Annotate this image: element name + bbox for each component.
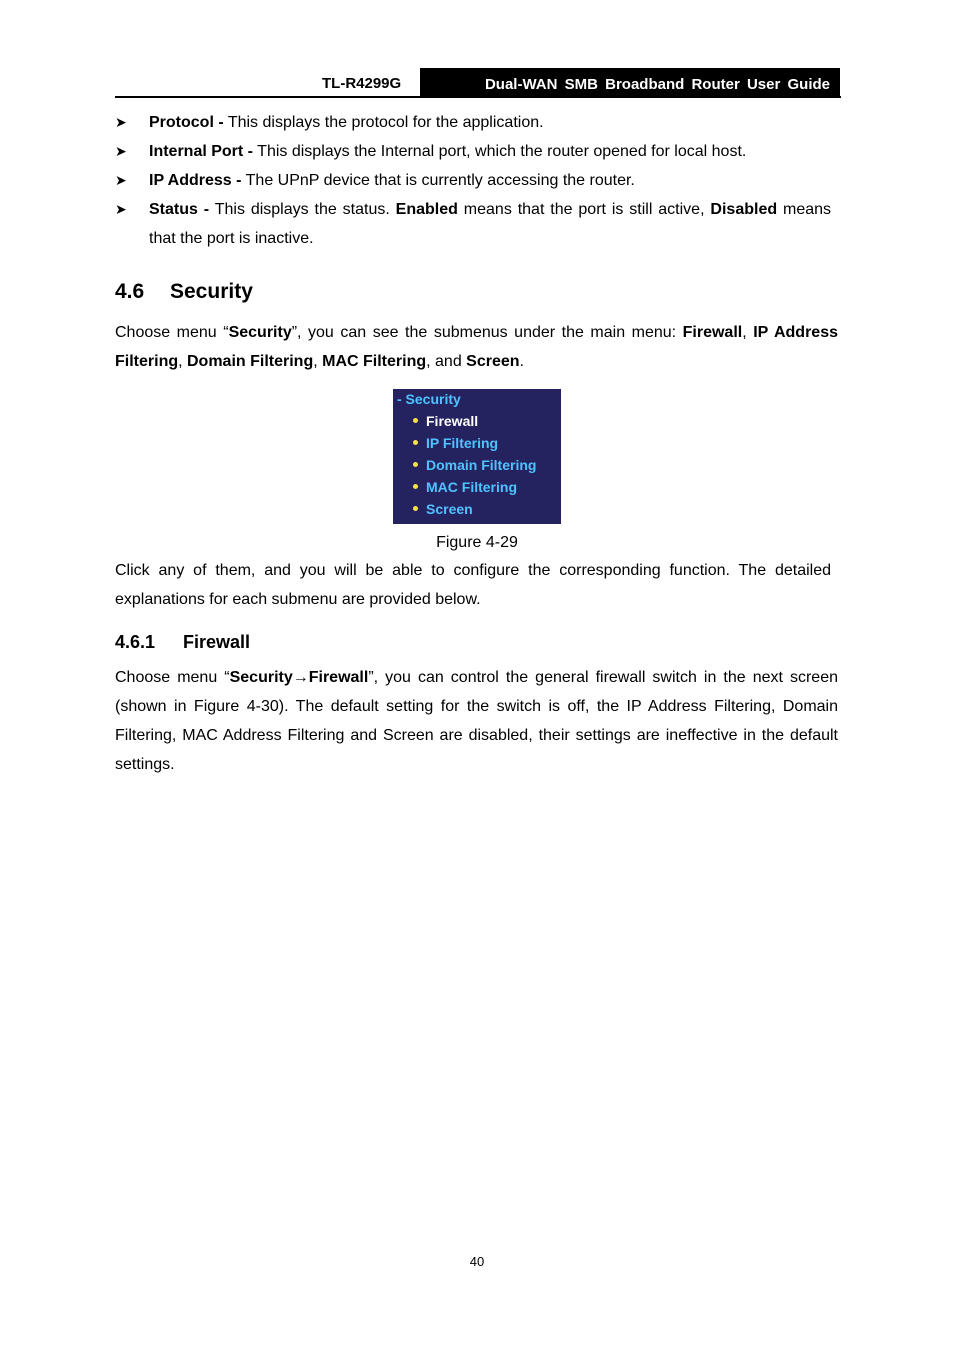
subsection-number: 4.6.1 xyxy=(115,632,156,652)
arrow-bullet-icon: ➤ xyxy=(115,114,127,130)
section-heading xyxy=(115,280,253,304)
arrow-bullet-icon: ➤ xyxy=(115,201,127,217)
subsection-heading xyxy=(115,632,250,653)
bullet-dot-icon xyxy=(413,462,418,467)
bullet-text: This displays the Internal port, which the router opened for local host. xyxy=(253,143,747,160)
arrow-bullet-icon: ➤ xyxy=(115,172,127,188)
menu-item-ip-filtering[interactable]: IP Filtering xyxy=(413,435,498,451)
bullet-ip-address xyxy=(115,166,835,195)
bullet-status xyxy=(115,195,831,253)
header-title: Dual-WAN SMB Broadband Router User Guide xyxy=(420,68,840,98)
bullet-internal-port xyxy=(115,137,835,166)
subsection-title: Firewall xyxy=(183,632,251,652)
bullet-term: Protocol - xyxy=(149,114,224,131)
arrow-bullet-icon: ➤ xyxy=(115,143,127,159)
bullet-text: means that the port is inactive. xyxy=(149,201,832,247)
bullet-text: The UPnP device that is currently accessing the router. xyxy=(241,172,635,189)
security-menu xyxy=(393,389,561,524)
bullet-protocol xyxy=(115,108,835,137)
menu-item-domain-filtering[interactable]: Domain Filtering xyxy=(413,457,536,473)
bullet-term: Status - xyxy=(149,201,210,218)
bullet-term: IP Address - xyxy=(149,172,242,189)
bullet-text: This displays the status. xyxy=(209,201,396,218)
menu-item-firewall[interactable]: Firewall xyxy=(413,413,478,429)
status-enabled-term: Enabled xyxy=(395,201,458,218)
header-divider xyxy=(115,96,841,98)
subsection-paragraph: Choose menu “Security→Firewall”, you can control the general firewall switch in the next screen (shown in Figure 4-30). The default setting for the switch is off, the IP Address Filtering, Domain Filtering, MAC Address Filtering and Screen are disabled, their settings are ineffective in the default settings. xyxy=(115,669,839,773)
section-number: 4.6 xyxy=(115,280,145,303)
bullet-dot-icon xyxy=(413,418,418,423)
bullet-text: means that the port is still active, xyxy=(457,201,711,218)
menu-security-title[interactable]: - Security xyxy=(397,391,461,407)
menu-item-mac-filtering[interactable]: MAC Filtering xyxy=(413,479,517,495)
section-title: Security xyxy=(170,280,253,303)
bullet-dot-icon xyxy=(413,484,418,489)
menu-item-screen[interactable]: Screen xyxy=(413,501,473,517)
bullet-text: This displays the protocol for the application. xyxy=(223,114,544,131)
section-intro: Choose menu “Security”, you can see the submenus under the main menu: Firewall, IP Address Filtering, Domain Filtering, MAC Filtering, and Screen. xyxy=(115,324,838,370)
header-model: TL-R4299G xyxy=(322,75,402,92)
after-figure-paragraph: Click any of them, and you will be able to configure the corresponding function. The detailed explanations for each submenu are provided below. xyxy=(115,562,831,608)
bullet-term: Internal Port - xyxy=(149,143,254,160)
bullet-dot-icon xyxy=(413,440,418,445)
bullet-dot-icon xyxy=(413,506,418,511)
page-number: 40 xyxy=(469,1254,485,1269)
status-disabled-term: Disabled xyxy=(710,201,778,218)
figure-caption: Figure 4-29 xyxy=(436,534,518,551)
